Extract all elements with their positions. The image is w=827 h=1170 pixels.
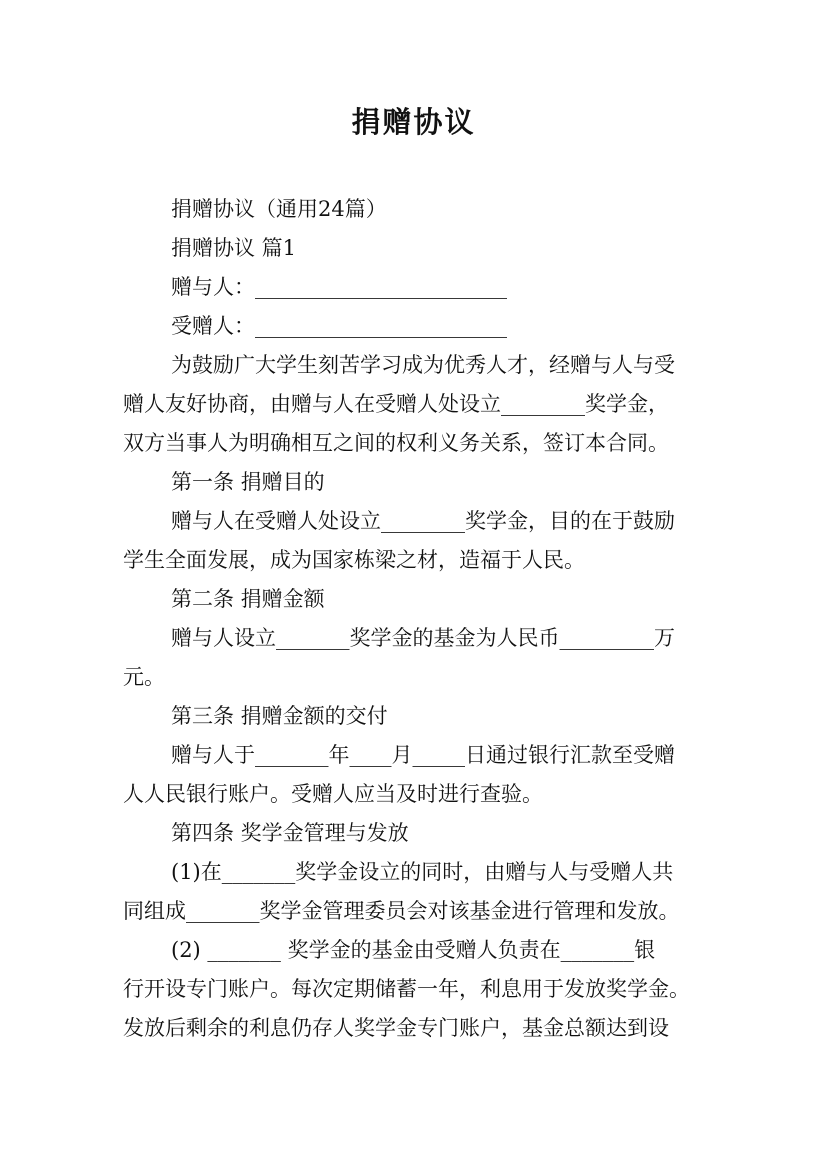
paragraph-line: 赠与人设立_______奖学金的基金为人民币_________万 <box>171 626 675 650</box>
document-body <box>123 190 723 1048</box>
paragraph-line: (2) _______ 奖学金的基金由受赠人负责在_______银 <box>171 938 656 962</box>
paragraph-line: 同组成_______奖学金管理委员会对该基金进行管理和发放。 <box>123 899 680 923</box>
recipient-field-line: 受赠人：________________________ <box>171 314 507 338</box>
article-heading: 第一条 捐赠目的 <box>171 470 325 494</box>
paragraph-line: 行开设专门账户。每次定期储蓄一年，利息用于发放奖学金。 <box>123 977 690 1001</box>
article-heading: 第四条 奖学金管理与发放 <box>171 821 409 845</box>
paragraph-line: 赠与人在受赠人处设立________奖学金，目的在于鼓励 <box>171 509 675 533</box>
paragraph-line: (1)在_______奖学金设立的同时，由赠与人与受赠人共 <box>171 860 674 884</box>
article-heading: 第三条 捐赠金额的交付 <box>171 704 388 728</box>
paragraph-line: 元。 <box>123 665 165 689</box>
donor-field-line: 赠与人：________________________ <box>171 275 507 299</box>
paragraph-line: 双方当事人为明确相互之间的权利义务关系，签订本合同。 <box>123 431 669 455</box>
paragraph-line: 人人民银行账户。受赠人应当及时进行查验。 <box>123 782 543 806</box>
document-subtitle: 捐赠协议（通用24篇） <box>171 197 387 221</box>
document-title: 捐赠协议 <box>351 105 476 139</box>
article-heading: 第二条 捐赠金额 <box>171 587 325 611</box>
paragraph-line: 赠人友好协商，由赠与人在受赠人处设立________奖学金， <box>123 392 669 416</box>
paragraph-line: 学生全面发展，成为国家栋梁之材，造福于人民。 <box>123 548 585 572</box>
paragraph-line: 赠与人于_______年____月_____日通过银行汇款至受赠 <box>171 743 675 767</box>
section-heading: 捐赠协议 篇1 <box>171 236 297 260</box>
paragraph-line: 为鼓励广大学生刻苦学习成为优秀人才，经赠与人与受 <box>171 353 675 377</box>
paragraph-line: 发放后剩余的利息仍存人奖学金专门账户，基金总额达到设 <box>123 1016 669 1040</box>
